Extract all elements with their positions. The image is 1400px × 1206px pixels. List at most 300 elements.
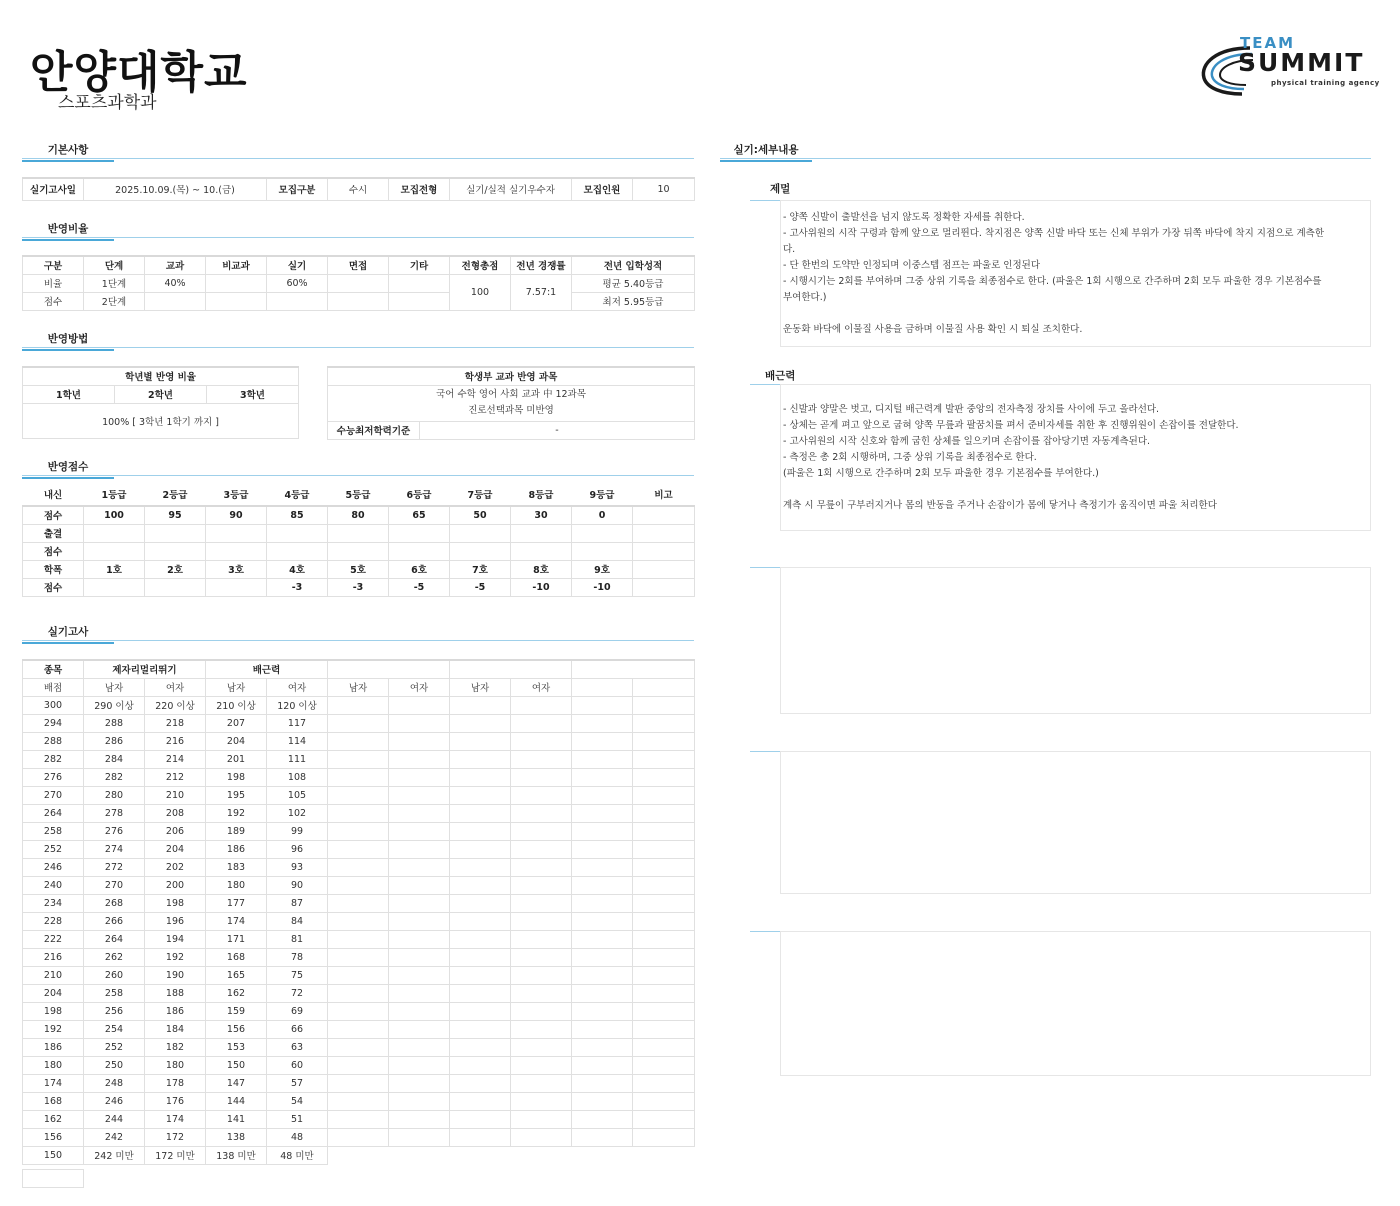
basic-info-table — [22, 177, 695, 201]
practical-empty-cell — [633, 894, 695, 912]
practical-empty-cell — [328, 930, 389, 948]
practical-cell: 218 — [145, 714, 206, 732]
practical-row — [23, 1146, 695, 1164]
score-header: 6등급 — [406, 489, 432, 501]
practical-cell: 214 — [145, 750, 206, 768]
score-cell: -5 — [389, 578, 450, 596]
practical-cell: 84 — [267, 912, 328, 930]
practical-empty-cell — [511, 894, 572, 912]
practical-empty-cell — [450, 822, 511, 840]
practical-score: 282 — [23, 750, 84, 768]
score-cell: 3호 — [206, 560, 267, 578]
ratio-cell: 점수 — [23, 292, 84, 310]
section-score — [22, 459, 694, 477]
score-cell: 5호 — [328, 560, 389, 578]
score-header: 2등급 — [162, 489, 188, 501]
practical-event-2: 배근력 — [206, 660, 328, 678]
score-row-label: 출결 — [23, 524, 84, 542]
practical-cell: 180 — [206, 876, 267, 894]
practical-empty-cell — [328, 858, 389, 876]
practical-cell: 254 — [84, 1020, 145, 1038]
practical-cell: 186 — [206, 840, 267, 858]
practical-cell: 174 — [145, 1110, 206, 1128]
practical-empty-cell — [633, 966, 695, 984]
practical-cell: 286 — [84, 732, 145, 750]
practical-empty-cell — [450, 1038, 511, 1056]
practical-empty-cell — [328, 1020, 389, 1038]
practical-score: 186 — [23, 1038, 84, 1056]
practical-empty-cell — [511, 966, 572, 984]
practical-cell: 270 — [84, 876, 145, 894]
practical-empty-cell — [572, 1146, 633, 1164]
practical-empty-cell — [328, 750, 389, 768]
score-row-label: 점수 — [23, 578, 84, 596]
practical-empty-cell — [633, 1110, 695, 1128]
practical-empty-cell — [450, 768, 511, 786]
practical-empty-cell — [450, 1020, 511, 1038]
practical-empty-cell — [389, 768, 450, 786]
practical-score: 258 — [23, 822, 84, 840]
exam-date-value: 2025.10.09.(목) ~ 10.(금) — [84, 178, 267, 200]
practical-cell: 90 — [267, 876, 328, 894]
score-cell — [84, 578, 145, 596]
ratio-cell — [328, 274, 389, 292]
practical-cell: 186 — [145, 1002, 206, 1020]
practical-cell: 282 — [84, 768, 145, 786]
practical-empty-cell — [511, 876, 572, 894]
practical-row — [23, 804, 695, 822]
practical-score: 246 — [23, 858, 84, 876]
score-cell: -10 — [572, 578, 633, 596]
practical-cell: 196 — [145, 912, 206, 930]
practical-cell: 51 — [267, 1110, 328, 1128]
practical-empty-cell — [389, 714, 450, 732]
subjects-line-1: 국어 수학 영어 사회 교과 中 12과목 — [436, 389, 586, 400]
score-cell: 65 — [389, 506, 450, 524]
logo-summit-text: SUMMIT — [1238, 48, 1365, 77]
practical-empty-cell — [511, 1020, 572, 1038]
practical-footer-cell — [22, 1169, 84, 1188]
practical-empty-cell — [633, 696, 695, 714]
practical-empty-cell — [511, 948, 572, 966]
score-cell — [145, 578, 206, 596]
practical-empty-cell — [511, 840, 572, 858]
detail-line: - 고사위원의 시작 구령과 함께 앞으로 멀리뛴다. 착지점은 양쪽 신발 바닥 또는 신체 부위가 가장 뒤쪽 바닥에 착지 지점으로 계측한 — [783, 228, 1325, 239]
practical-empty-cell — [633, 804, 695, 822]
practical-subheader: 남자 — [328, 678, 389, 696]
practical-empty-cell — [389, 1092, 450, 1110]
practical-cell: 66 — [267, 1020, 328, 1038]
practical-empty-cell — [572, 1020, 633, 1038]
practical-empty-cell — [511, 858, 572, 876]
practical-row — [23, 948, 695, 966]
practical-empty-cell — [633, 1092, 695, 1110]
score-cell — [633, 506, 695, 524]
practical-empty-cell — [450, 732, 511, 750]
practical-empty-cell — [328, 696, 389, 714]
practical-empty-cell — [572, 876, 633, 894]
practical-cell: 180 — [145, 1056, 206, 1074]
section-ratio — [22, 221, 694, 239]
score-cell: 0 — [572, 506, 633, 524]
ratio-header: 비교과 — [206, 256, 267, 274]
practical-empty-cell — [450, 966, 511, 984]
practical-empty-cell — [511, 696, 572, 714]
score-table-body — [23, 506, 695, 596]
practical-cell: 81 — [267, 930, 328, 948]
practical-empty-cell — [572, 1038, 633, 1056]
logo-team-text: TEAM — [1240, 34, 1296, 52]
practical-empty-cell — [389, 930, 450, 948]
practical-cell: 276 — [84, 822, 145, 840]
practical-cell: 172 — [145, 1128, 206, 1146]
practical-cell: 182 — [145, 1038, 206, 1056]
practical-subheader — [633, 678, 695, 696]
practical-empty-cell — [633, 1146, 695, 1164]
practical-cell: 138 미만 — [206, 1146, 267, 1164]
score-cell — [145, 524, 206, 542]
practical-cell: 159 — [206, 1002, 267, 1020]
detail-event-3-box — [780, 567, 1371, 714]
practical-row — [23, 894, 695, 912]
practical-empty-cell — [328, 822, 389, 840]
practical-cell: 75 — [267, 966, 328, 984]
practical-empty-cell — [633, 930, 695, 948]
practical-subheader: 여자 — [389, 678, 450, 696]
subjects-table — [327, 366, 695, 440]
practical-empty-cell — [633, 876, 695, 894]
practical-empty-cell — [328, 768, 389, 786]
score-cell: -5 — [450, 578, 511, 596]
practical-empty-cell — [633, 732, 695, 750]
practical-cell: 183 — [206, 858, 267, 876]
score-row-label: 학폭 — [23, 560, 84, 578]
practical-cell: 147 — [206, 1074, 267, 1092]
practical-empty-cell — [450, 858, 511, 876]
score-cell: 85 — [267, 506, 328, 524]
team-summit-logo — [1198, 34, 1383, 98]
score-cell — [206, 578, 267, 596]
score-cell: 80 — [328, 506, 389, 524]
university-title: 안양대학교 — [30, 47, 248, 98]
practical-cell: 198 — [206, 768, 267, 786]
practical-row — [23, 768, 695, 786]
practical-row — [23, 858, 695, 876]
practical-empty-cell — [389, 1056, 450, 1074]
section-basic-label: 기본사항 — [22, 142, 114, 162]
ratio-cell: 2단계 — [84, 292, 145, 310]
practical-empty-cell — [389, 1002, 450, 1020]
practical-score: 198 — [23, 1002, 84, 1020]
score-cell: 30 — [511, 506, 572, 524]
practical-empty-cell — [511, 1002, 572, 1020]
ratio-header: 전년 경쟁률 — [511, 256, 572, 274]
practical-cell: 258 — [84, 984, 145, 1002]
score-row — [23, 524, 695, 542]
practical-empty-cell — [328, 912, 389, 930]
practical-cell: 210 이상 — [206, 696, 267, 714]
csat-value: - — [420, 421, 695, 439]
exam-date-label: 실기고사일 — [23, 178, 84, 200]
practical-empty-cell — [511, 1110, 572, 1128]
detail-line — [783, 482, 1368, 498]
practical-empty-cell — [511, 750, 572, 768]
practical-empty-cell — [389, 1128, 450, 1146]
type-value: 실기/실적 실기우수자 — [450, 178, 572, 200]
practical-empty-cell — [511, 1038, 572, 1056]
practical-row — [23, 912, 695, 930]
ratio-cell — [267, 292, 328, 310]
practical-empty-cell — [450, 930, 511, 948]
practical-cell: 192 — [206, 804, 267, 822]
score-row — [23, 542, 695, 560]
practical-empty-cell — [328, 1074, 389, 1092]
practical-empty-cell — [633, 858, 695, 876]
practical-event-label: 종목 — [23, 660, 84, 678]
practical-cell: 138 — [206, 1128, 267, 1146]
practical-cell: 202 — [145, 858, 206, 876]
practical-row — [23, 1128, 695, 1146]
ratio-competition: 7.57:1 — [511, 274, 572, 310]
practical-cell: 108 — [267, 768, 328, 786]
practical-empty-cell — [572, 1002, 633, 1020]
practical-cell: 278 — [84, 804, 145, 822]
ratio-cell: 40% — [145, 274, 206, 292]
practical-cell: 141 — [206, 1110, 267, 1128]
practical-empty-cell — [511, 768, 572, 786]
practical-event-5 — [572, 660, 695, 678]
practical-empty-cell — [633, 1056, 695, 1074]
practical-score: 264 — [23, 804, 84, 822]
practical-cell: 153 — [206, 1038, 267, 1056]
practical-score: 174 — [23, 1074, 84, 1092]
ratio-cell — [145, 292, 206, 310]
section-method — [22, 331, 694, 349]
practical-cell: 242 미만 — [84, 1146, 145, 1164]
practical-cell: 69 — [267, 1002, 328, 1020]
practical-empty-cell — [572, 984, 633, 1002]
practical-cell: 274 — [84, 840, 145, 858]
practical-score: 162 — [23, 1110, 84, 1128]
practical-empty-cell — [633, 1020, 695, 1038]
practical-empty-cell — [389, 1020, 450, 1038]
practical-cell: 262 — [84, 948, 145, 966]
practical-cell: 256 — [84, 1002, 145, 1020]
subjects-line-2: 진로선택과목 미반영 — [468, 405, 554, 416]
practical-cell: 72 — [267, 984, 328, 1002]
practical-empty-cell — [450, 1110, 511, 1128]
score-cell — [389, 542, 450, 560]
practical-subheader: 남자 — [206, 678, 267, 696]
practical-cell: 208 — [145, 804, 206, 822]
practical-empty-cell — [328, 966, 389, 984]
practical-empty-cell — [633, 1074, 695, 1092]
score-cell — [328, 524, 389, 542]
practical-cell: 201 — [206, 750, 267, 768]
practical-cell: 93 — [267, 858, 328, 876]
score-table — [22, 482, 695, 597]
practical-empty-cell — [633, 912, 695, 930]
detail-event-4-box — [780, 751, 1371, 894]
practical-cell: 102 — [267, 804, 328, 822]
score-row — [23, 578, 695, 596]
practical-empty-cell — [450, 750, 511, 768]
practical-cell: 87 — [267, 894, 328, 912]
score-header: 8등급 — [528, 489, 554, 501]
practical-cell: 105 — [267, 786, 328, 804]
practical-table-body — [23, 696, 695, 1164]
section-detail-label: 실기:세부내용 — [720, 142, 812, 162]
practical-cell: 268 — [84, 894, 145, 912]
score-cell — [633, 542, 695, 560]
practical-empty-cell — [328, 1128, 389, 1146]
practical-empty-cell — [450, 894, 511, 912]
practical-score: 300 — [23, 696, 84, 714]
practical-cell: 99 — [267, 822, 328, 840]
practical-empty-cell — [511, 1056, 572, 1074]
practical-cell: 248 — [84, 1074, 145, 1092]
score-cell — [267, 542, 328, 560]
practical-cell: 171 — [206, 930, 267, 948]
grade-ratio-table — [22, 366, 299, 439]
practical-cell: 216 — [145, 732, 206, 750]
category-label: 모집구분 — [267, 178, 328, 200]
practical-event-1: 제자리멀리뛰기 — [84, 660, 206, 678]
practical-score: 168 — [23, 1092, 84, 1110]
department-title: 스포츠과학과 — [58, 93, 157, 113]
practical-empty-cell — [572, 804, 633, 822]
practical-row — [23, 984, 695, 1002]
practical-cell: 206 — [145, 822, 206, 840]
score-cell: 90 — [206, 506, 267, 524]
grade-ratio-title: 학년별 반영 비율 — [23, 367, 299, 385]
practical-empty-cell — [389, 696, 450, 714]
practical-score: 222 — [23, 930, 84, 948]
practical-cell: 212 — [145, 768, 206, 786]
practical-empty-cell — [450, 696, 511, 714]
detail-line: 부여한다.) — [783, 292, 827, 303]
practical-score: 270 — [23, 786, 84, 804]
practical-cell: 204 — [206, 732, 267, 750]
score-header: 7등급 — [467, 489, 493, 501]
practical-empty-cell — [328, 804, 389, 822]
practical-row — [23, 1020, 695, 1038]
practical-empty-cell — [511, 786, 572, 804]
practical-cell: 290 이상 — [84, 696, 145, 714]
practical-row — [23, 1056, 695, 1074]
score-cell: 6호 — [389, 560, 450, 578]
practical-empty-cell — [328, 840, 389, 858]
ratio-table — [22, 255, 695, 311]
score-cell: 1호 — [84, 560, 145, 578]
detail-line: (파울은 1회 시행으로 간주하며 2회 모두 파울한 경우 기본점수를 부여한다.) — [783, 468, 1099, 479]
practical-score: 192 — [23, 1020, 84, 1038]
detail-event-1-text — [783, 210, 1368, 338]
practical-subheader: 여자 — [511, 678, 572, 696]
practical-empty-cell — [389, 840, 450, 858]
score-cell: 2호 — [145, 560, 206, 578]
ratio-cell — [389, 274, 450, 292]
practical-cell: 198 — [145, 894, 206, 912]
score-cell: 50 — [450, 506, 511, 524]
practical-row — [23, 1038, 695, 1056]
practical-empty-cell — [572, 696, 633, 714]
practical-score: 150 — [23, 1146, 84, 1164]
practical-cell: 207 — [206, 714, 267, 732]
practical-empty-cell — [511, 804, 572, 822]
grade-1-header: 1학년 — [23, 385, 115, 403]
score-cell: -3 — [328, 578, 389, 596]
practical-cell: 194 — [145, 930, 206, 948]
practical-empty-cell — [572, 840, 633, 858]
practical-cell: 172 미만 — [145, 1146, 206, 1164]
practical-empty-cell — [572, 1074, 633, 1092]
practical-empty-cell — [328, 1146, 389, 1164]
practical-cell: 200 — [145, 876, 206, 894]
practical-empty-cell — [450, 984, 511, 1002]
score-cell — [84, 524, 145, 542]
practical-cell: 260 — [84, 966, 145, 984]
practical-empty-cell — [328, 714, 389, 732]
ratio-cell: 비율 — [23, 274, 84, 292]
csat-label: 수능최저학력기준 — [328, 421, 420, 439]
practical-subheader — [572, 678, 633, 696]
practical-empty-cell — [572, 768, 633, 786]
practical-subheader: 여자 — [267, 678, 328, 696]
detail-line: - 양쪽 신발이 출발선을 넘지 않도록 정확한 자세를 취한다. — [783, 212, 1025, 223]
practical-empty-cell — [328, 876, 389, 894]
practical-empty-cell — [572, 1092, 633, 1110]
practical-empty-cell — [389, 1146, 450, 1164]
practical-cell: 48 — [267, 1128, 328, 1146]
detail-line: 다. — [783, 244, 796, 255]
ratio-cell — [328, 292, 389, 310]
detail-line: - 시행시기는 2회를 부여하며 그중 상위 기록을 최종점수로 한다. (파울은 1회 시행으로 간주하며 2회 모두 파울한 경우 기본점수를 — [783, 276, 1322, 287]
practical-cell: 190 — [145, 966, 206, 984]
practical-empty-cell — [328, 732, 389, 750]
practical-empty-cell — [450, 1002, 511, 1020]
score-header: 3등급 — [223, 489, 249, 501]
practical-cell: 284 — [84, 750, 145, 768]
score-cell — [84, 542, 145, 560]
ratio-cell — [389, 292, 450, 310]
score-header: 9등급 — [589, 489, 615, 501]
practical-score: 294 — [23, 714, 84, 732]
practical-empty-cell — [633, 840, 695, 858]
practical-cell: 63 — [267, 1038, 328, 1056]
score-cell: 95 — [145, 506, 206, 524]
practical-empty-cell — [389, 804, 450, 822]
practical-cell: 195 — [206, 786, 267, 804]
practical-empty-cell — [633, 984, 695, 1002]
practical-cell: 156 — [206, 1020, 267, 1038]
practical-subheader: 남자 — [84, 678, 145, 696]
practical-empty-cell — [511, 1092, 572, 1110]
practical-row — [23, 714, 695, 732]
score-header: 4등급 — [284, 489, 310, 501]
practical-empty-cell — [511, 1146, 572, 1164]
practical-empty-cell — [328, 894, 389, 912]
score-header: 1등급 — [101, 489, 127, 501]
score-header: 5등급 — [345, 489, 371, 501]
score-cell — [511, 524, 572, 542]
score-row-label: 점수 — [23, 542, 84, 560]
score-cell — [450, 524, 511, 542]
practical-subheader: 남자 — [450, 678, 511, 696]
practical-empty-cell — [389, 786, 450, 804]
practical-cell: 252 — [84, 1038, 145, 1056]
ratio-cell: 1단계 — [84, 274, 145, 292]
